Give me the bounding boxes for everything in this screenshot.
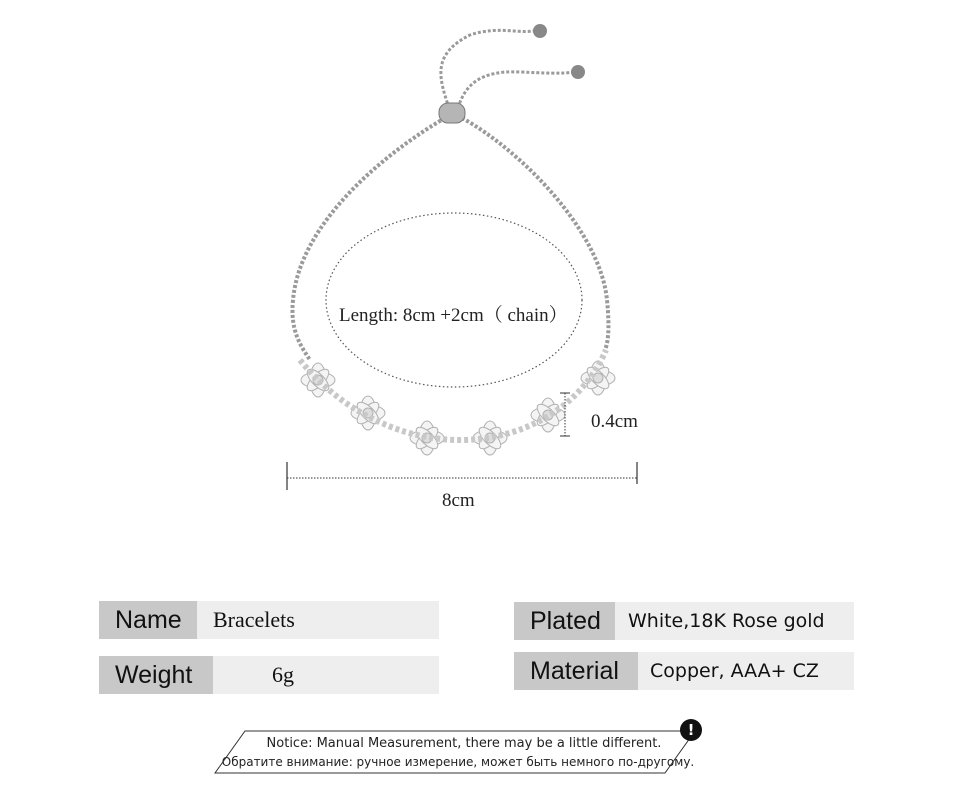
spec-material-label: Material <box>514 652 638 690</box>
chain-end-bead <box>533 24 547 38</box>
chain-end-bead <box>571 65 585 79</box>
slider-bead <box>439 103 465 123</box>
pull-chain-right <box>458 72 576 108</box>
notice-text-en: Notice: Manual Measurement, there may be a little different. <box>266 736 662 751</box>
spec-weight-value: 6g <box>213 656 439 694</box>
charm-link-band <box>300 350 606 440</box>
width-label: 8cm <box>442 490 475 511</box>
spec-name-value: Bracelets <box>197 601 439 639</box>
spec-plated-value: White,18K Rose gold <box>615 602 854 640</box>
exclamation-icon: ! <box>680 719 702 741</box>
spec-weight-label: Weight <box>99 656 213 694</box>
pull-chain-left <box>441 30 538 108</box>
length-label: Length: 8cm +2cm（ chain） <box>339 305 568 326</box>
height-label: 0.4cm <box>591 411 638 432</box>
spec-name-label: Name <box>99 601 197 639</box>
notice-text-ru: Обратите внимание: ручное измерение, может быть немного по-другому. <box>221 755 695 769</box>
spec-plated-label: Plated <box>514 602 615 640</box>
spec-material-value: Copper, AAA+ CZ <box>638 652 854 690</box>
